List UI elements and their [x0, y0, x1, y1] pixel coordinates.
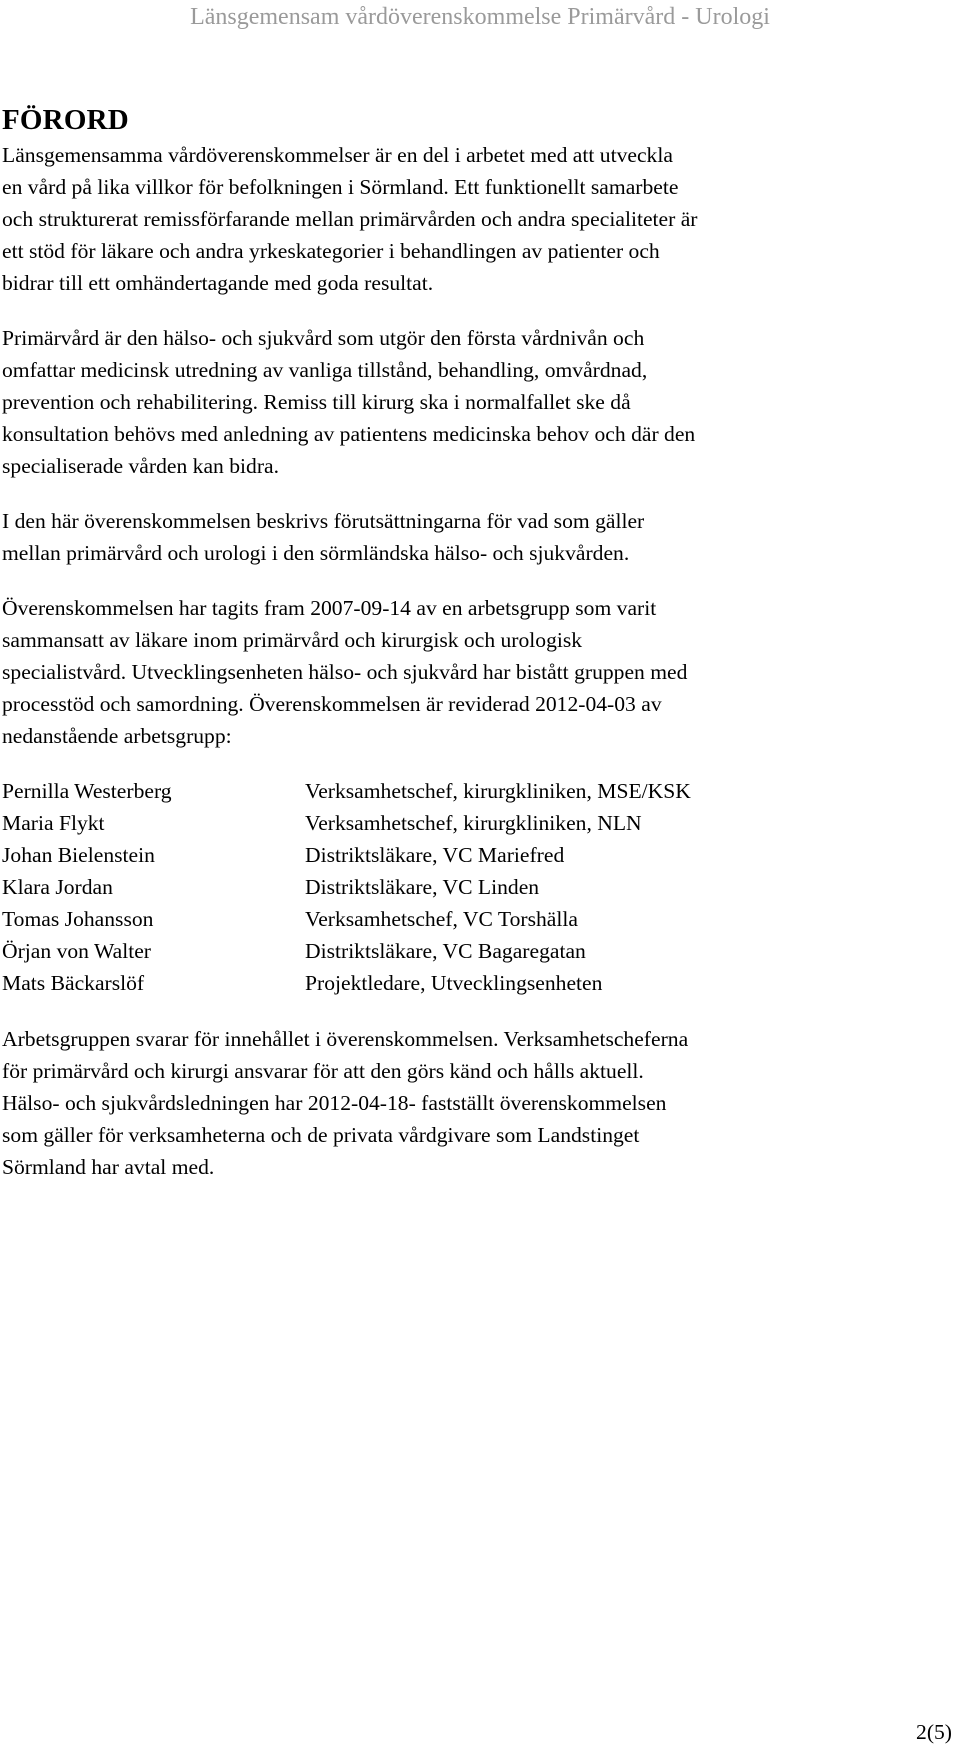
table-row: [2, 935, 691, 967]
text-line: omfattar medicinsk utredning av vanliga tillstånd, behandling, omvårdnad,: [2, 358, 648, 382]
text-line: konsultation behövs med anledning av patientens medicinska behov och där den: [2, 422, 696, 446]
text-line: en vård på lika villkor för befolkningen i Sörmland. Ett funktionellt samarbete: [2, 175, 679, 199]
text-line: I den här överenskommelsen beskrivs förutsättningarna för vad som gäller: [2, 509, 645, 533]
member-role: Projektledare, Utvecklingsenheten: [305, 971, 603, 995]
text-line: prevention och rehabilitering. Remiss till kirurg ska i normalfallet ske då: [2, 390, 631, 414]
text-line: Sörmland har avtal med.: [2, 1155, 215, 1179]
paragraph-scope: [2, 505, 950, 569]
text-line: nedanstående arbetsgrupp:: [2, 724, 232, 748]
text-line: Länsgemensamma vårdöverenskommelser är en del i arbetet med att utveckla: [2, 143, 673, 167]
paragraph-intro: [2, 139, 950, 299]
member-name: Pernilla Westerberg: [2, 779, 172, 803]
paragraph-responsibility: [2, 1023, 950, 1183]
text-line: och strukturerat remissförfarande mellan primärvården och andra specialiteter är: [2, 207, 698, 231]
table-row: [2, 903, 691, 935]
member-role: Distriktsläkare, VC Mariefred: [305, 843, 565, 867]
running-header: Länsgemensam vårdöverenskommelse Primärvård - Urologi: [190, 4, 770, 30]
section-heading: FÖRORD: [2, 104, 129, 136]
paragraph-primary-care: [2, 322, 950, 482]
text-line: Överenskommelsen har tagits fram 2007-09-14 av en arbetsgrupp som varit: [2, 596, 657, 620]
text-line: ett stöd för läkare och andra yrkeskategorier i behandlingen av patienter och: [2, 239, 660, 263]
member-name: Mats Bäckarslöf: [2, 971, 145, 995]
text-line: Primärvård är den hälso- och sjukvård som utgör den första vårdnivån och: [2, 326, 645, 350]
table-row: [2, 807, 691, 839]
member-name: Maria Flykt: [2, 811, 105, 835]
workgroup-table: [2, 775, 691, 999]
text-line: Arbetsgruppen svarar för innehållet i överenskommelsen. Verksamhetscheferna: [2, 1027, 689, 1051]
member-name: Tomas Johansson: [2, 907, 154, 931]
paragraph-history: [2, 592, 950, 752]
document-body: [2, 139, 950, 1206]
table-row: [2, 775, 691, 807]
table-row: [2, 839, 691, 871]
table-row: [2, 967, 691, 999]
text-line: för primärvård och kirurgi ansvarar för att den görs känd och hålls aktuell.: [2, 1059, 644, 1083]
table-row: [2, 871, 691, 903]
text-line: som gäller för verksamheterna och de privata vårdgivare som Landstinget: [2, 1123, 640, 1147]
member-role: Verksamhetschef, VC Torshälla: [305, 907, 578, 931]
text-line: sammansatt av läkare inom primärvård och kirurgisk och urologisk: [2, 628, 583, 652]
member-name: Johan Bielenstein: [2, 843, 155, 867]
text-line: specialistvård. Utvecklingsenheten hälso- och sjukvård har bistått gruppen med: [2, 660, 688, 684]
text-line: processtöd och samordning. Överenskommelsen är reviderad 2012-04-03 av: [2, 692, 662, 716]
member-role: Verksamhetschef, kirurgkliniken, NLN: [305, 811, 642, 835]
member-role: Verksamhetschef, kirurgkliniken, MSE/KSK: [305, 779, 691, 803]
page-number: 2(5): [916, 1720, 952, 1744]
member-role: Distriktsläkare, VC Bagaregatan: [305, 939, 586, 963]
text-line: bidrar till ett omhändertagande med goda resultat.: [2, 271, 434, 295]
member-name: Örjan von Walter: [2, 939, 151, 963]
text-line: Hälso- och sjukvårdsledningen har 2012-04-18- fastställt överenskommelsen: [2, 1091, 667, 1115]
member-role: Distriktsläkare, VC Linden: [305, 875, 540, 899]
member-name: Klara Jordan: [2, 875, 113, 899]
text-line: mellan primärvård och urologi i den sörmländska hälso- och sjukvården.: [2, 541, 630, 565]
text-line: specialiserade vården kan bidra.: [2, 454, 279, 478]
